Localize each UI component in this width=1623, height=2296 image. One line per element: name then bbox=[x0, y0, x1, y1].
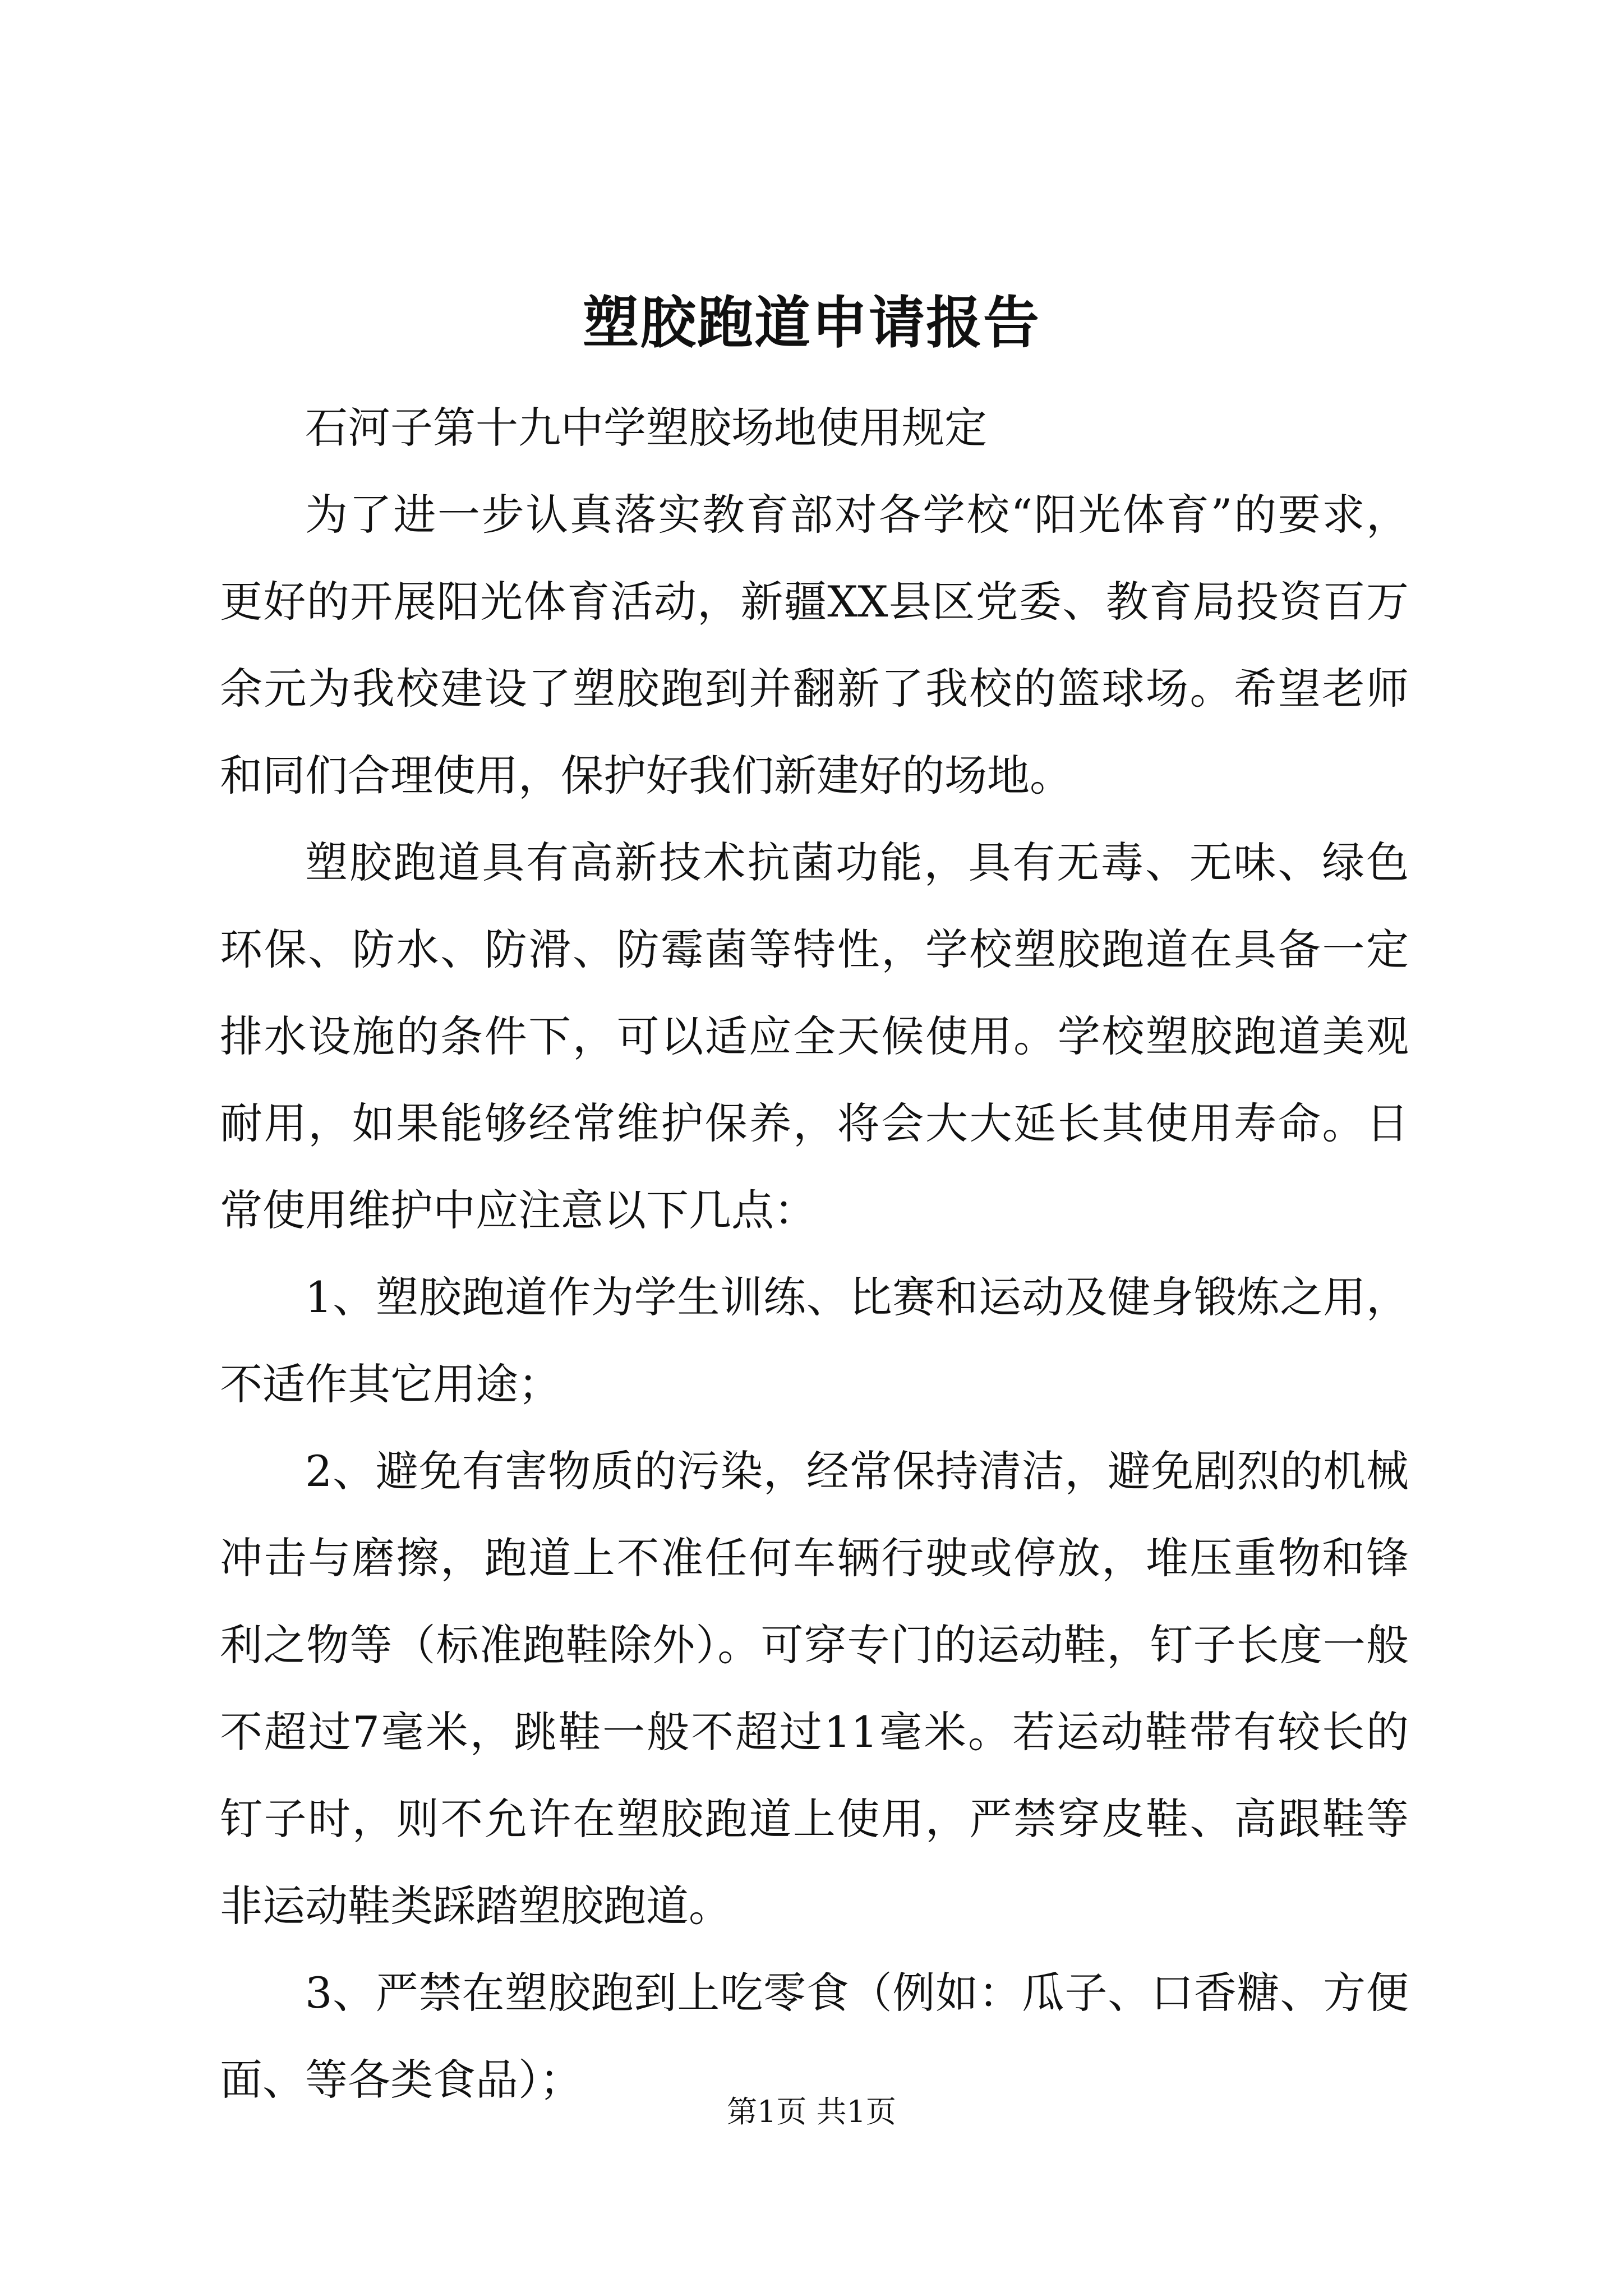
paragraph-rule-1: 1、塑胶跑道作为学生训练、比赛和运动及健身锻炼之用，不适作其它用途； bbox=[220, 1272, 1409, 1409]
document-title: 塑胶跑道申请报告 bbox=[583, 289, 1040, 356]
paragraph-intro: 为了进一步认真落实教育部对各学校“阳光体育”的要求，更好的开展阳光体育活动，新疆XX县区党委、教育局投资百万余元为我校建设了塑胶跑到并翻新了我校的篮球场。希望老师和同们合理使用，保护好我们新建好的场地。 bbox=[220, 490, 1409, 800]
paragraph-rule-2: 2、避免有害物质的污染，经常保持清洁，避免剧烈的机械冲击与磨擦，跑道上不准任何车辆行驶或停放，堆压重物和锋利之物等（标准跑鞋除外）。可穿专门的运动鞋，钉子长度一般不超过7毫米，跳鞋一般不超过11毫米。若运动鞋带有较长的钉子时，则不允许在塑胶跑道上使用，严禁穿皮鞋、高跟鞋等非运动鞋类踩踏塑胶跑道。 bbox=[220, 1446, 1409, 1931]
page-footer: 第1页 共1页 bbox=[727, 2094, 896, 2129]
paragraph-features: 塑胶跑道具有高新技术抗菌功能，具有无毒、无味、绿色环保、防水、防滑、防霉菌等特性，学校塑胶跑道在具备一定排水设施的条件下，可以适应全天候使用。学校塑胶跑道美观耐用，如果能够经常维护保养，将会大大延长其使用寿命。日常使用维护中应注意以下几点： bbox=[220, 838, 1409, 1235]
paragraph-rule-3: 3、严禁在塑胶跑到上吃零食（例如：瓜子、口香糖、方便面、等各类食品）； bbox=[220, 1968, 1409, 2105]
paragraph-subtitle: 石河子第十九中学塑胶场地使用规定 bbox=[305, 403, 987, 453]
document-body bbox=[220, 384, 1409, 2123]
